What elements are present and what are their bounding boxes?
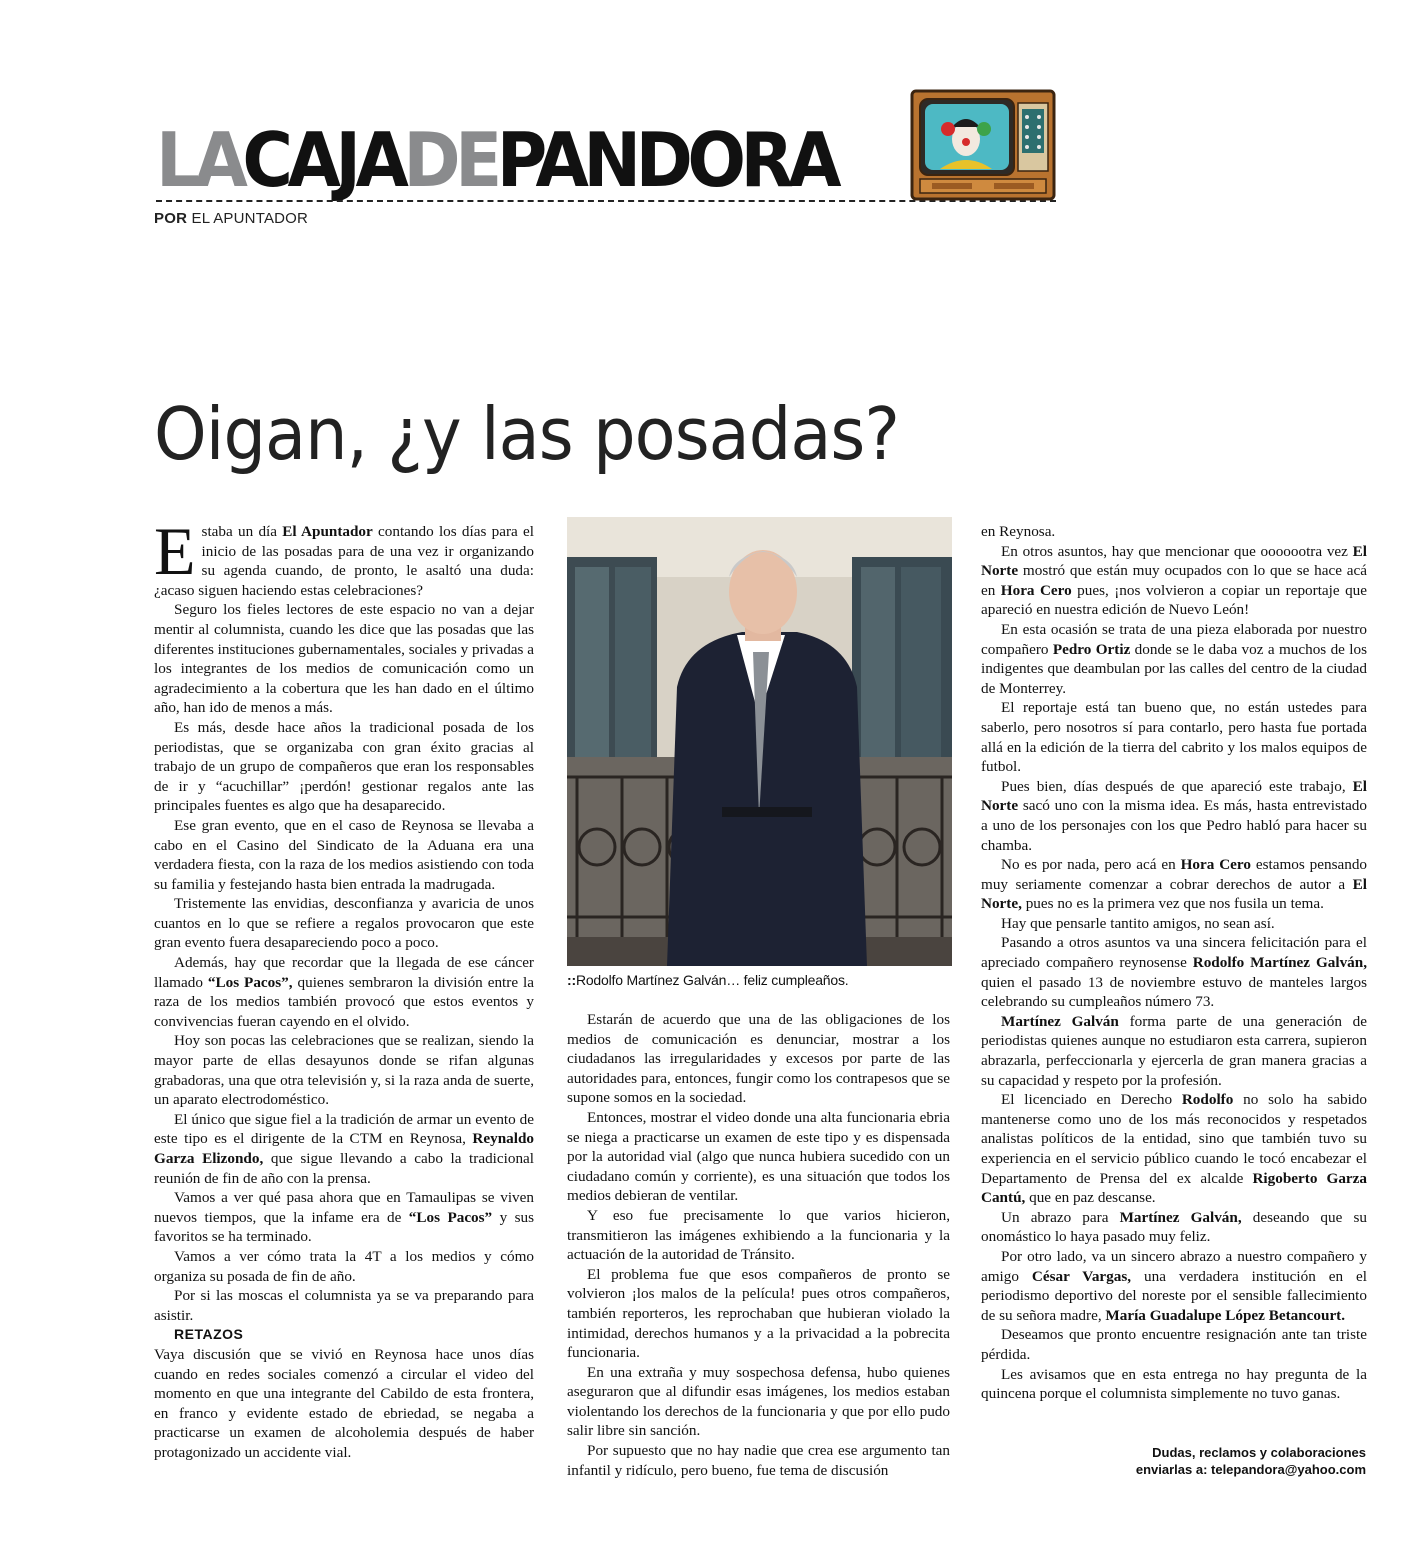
paragraph: En esta ocasión se trata de una pieza elaborada por nuestro compañero Pedro Ortiz donde se le daba voz a muchos de los indigentes que deambulan por las calles del centro de la ciudad de Monterrey. — [981, 620, 1367, 697]
masthead-title — [156, 118, 836, 202]
paragraph: El único que sigue fiel a la tradición de armar un evento de este tipo es el dirigente de la CTM en Reynosa, Reynaldo Garza Elizondo, que sigue llevando a cabo la tradicional reunión de fin de año con la prensa. — [154, 1110, 535, 1187]
paragraph: El licenciado en Derecho Rodolfo no solo ha sabido mantenerse como uno de los más reconocidos y respetados analistas políticos de la entidad, sino que también tuvo su experiencia en el servicio público cuando le tocó encabezar el Departamento de Prensa del ex alcalde Rigoberto Garza Cantú, que en paz descanse. — [981, 1091, 1368, 1207]
masthead-caja: CAJA — [242, 116, 404, 204]
paragraph: Pasando a otros asuntos va una sincera felicitación para el apreciado compañero reynosense Rodolfo Martínez Galván, quien el pasado 13 de noviembre estuvo de manteles largos celebrando su cumpleaños número 73. — [981, 934, 1368, 1011]
caption-marker: :: — [567, 972, 576, 988]
paragraph: Tristemente las envidias, desconfianza y avaricia de unos cuantos en lo que se refiere a regalos provocaron que este gran evento fuera desapareciendo poco a poco. — [154, 895, 534, 952]
section-header-retazos: RETAZOS — [174, 1326, 244, 1343]
paragraph: Entonces, mostrar el video donde una alta funcionaria ebria se niega a practicarse un examen de este tipo y es dispensada por la autoridad vial (algo que nunca hubiera sucedido con un ciudadano común y corriente), es una situación que todos los medios debieran de ventilar. — [567, 1108, 950, 1205]
byline-prefix: POR — [154, 210, 188, 227]
paragraph: El problema fue que esos compañeros de pronto se volvieron ¡los malos de la película! pues otros compañeros, también reporteros, les reprochaban que hubieran violado la intimidad, derechos humanos y a la privacidad a la pobrecita funcionaria. — [567, 1265, 950, 1362]
masthead-la: LA — [156, 116, 243, 204]
photo-caption — [567, 972, 848, 988]
paragraph: Estaba un día El Apuntador contando los días para el inicio de las posadas para de una vez ir organizando su agenda cuando, de pronto, le asaltó una duda: ¿acaso siguen haciendo estas celebraciones? — [154, 513, 535, 599]
paragraph: Vamos a ver qué pasa ahora que en Tamaulipas se viven nuevos tiempos, que la infame era de “Los Pacos” y sus favoritos se ha terminado. — [154, 1189, 535, 1246]
television-clown-icon — [910, 89, 1056, 201]
paragraph: En una extraña y muy sospechosa defensa, hubo quienes aseguraron que al difundir esas imágenes, los medios estaban violentando los derechos de la funcionaria y que por ello pudo salir libre sin sanción. — [567, 1363, 950, 1440]
paragraph: Vamos a ver cómo trata la 4T a los medios y cómo organiza su posada de fin de año. — [154, 1247, 534, 1285]
paragraph: Deseamos que pronto encuentre resignación ante tan triste pérdida. — [981, 1326, 1367, 1363]
portrait-photo — [567, 517, 952, 966]
paragraph: Y eso fue precisamente lo que varios hicieron, transmitieron las imágenes exhibiendo a la funcionaria y la actuación de la autoridad de Tránsito. — [567, 1206, 950, 1264]
paragraph: Es más, desde hace años la tradicional posada de los periodistas, que se organizaba con gran éxito gracias al trabajo de un grupo de compañeros que eran los responsables de ir y “acuchillar” ¡perdón! gestionar regalos ante las principales fuentes es algo que ha desaparecido. — [154, 718, 534, 815]
paragraph: Vaya discusión que se vivió en Reynosa hace unos días cuando en redes sociales comenzó a circular el video del momento en que una integrante del Cabildo de esta frontera, en franco y evidente estado de ebriedad, se negaba a practicarse un examen de alcoholemia después de haber protagonizado un accidente vial. — [154, 1345, 534, 1461]
drop-cap: E — [154, 513, 196, 589]
masthead-de: DE — [403, 116, 497, 204]
paragraph: Les avisamos que en esta entrega no hay pregunta de la quincena porque el columnista simplemente no tuvo ganas. — [981, 1365, 1367, 1403]
paragraph: En otros asuntos, hay que mencionar que ooooootra vez El Norte mostró que están muy ocupados con lo que se hace acá en Hora Cero pues, ¡nos volvieron a copiar un reportaje que apareció en nuestra edición de Nuevo León! — [981, 542, 1367, 619]
paragraph: Además, hay que recordar que la llegada de ese cáncer llamado “Los Pacos”, quienes sembraron la división entre la raza de los medios también provocó que estos eventos y convivencias fueran cayendo en el olvido. — [154, 954, 534, 1030]
caption-text: Rodolfo Martínez Galván… feliz cumpleaños. — [575, 972, 849, 988]
headline: Oigan, ¿y las posadas? — [154, 392, 900, 476]
paragraph: Martínez Galván forma parte de una generación de periodistas quienes aunque no estudiaron esta carrera, supieron abrazarla, perfeccionarla y ejercerla de gran manera gracias a su capacidad y respeto por la profesión. — [981, 1012, 1367, 1089]
byline — [154, 210, 308, 227]
paragraph: Pues bien, días después de que apareció este trabajo, El Norte sacó uno con la misma idea. Es más, hasta entrevistado a uno de los personajes con los que Pedro habló para hacer su chamba. — [981, 777, 1367, 854]
article-column-3 — [981, 522, 1367, 1404]
article-column-1 — [154, 513, 535, 1463]
paragraph: Hay que pensarle tantito amigos, no sean así. — [1001, 914, 1275, 932]
paragraph: Por supuesto que no hay nadie que crea ese argumento tan infantil y ridículo, pero bueno, fue tema de discusión — [567, 1442, 950, 1479]
byline-author: EL APUNTADOR — [191, 210, 309, 227]
paragraph: en Reynosa. — [981, 523, 1056, 540]
paragraph: Ese gran evento, que en el caso de Reynosa se llevaba a cabo en el Casino del Sindicato de la Aduana era una verdadera fiesta, con la raza de los medios asistiendo con toda su familia y festejando hasta bien entrada la madrugada. — [154, 816, 534, 893]
paragraph: Un abrazo para Martínez Galván, deseando que su onomástico lo haya pasado muy feliz. — [981, 1208, 1367, 1246]
paragraph: El reportaje está tan bueno que, no están ustedes para saberlo, pero nosotros sí para contarlo, pero hasta fue portada allá en la edición de la tierra del cabrito y los malos equipos de futbol. — [981, 699, 1367, 776]
paragraph: No es por nada, pero acá en Hora Cero estamos pensando muy seriamente comenzar a cobrar derechos de autor a El Norte, pues no es la primera vez que nos fusila un tema. — [981, 856, 1368, 913]
article-column-2 — [567, 1010, 950, 1480]
contact-email: enviarlas a: telepandora@yahoo.com — [1135, 1462, 1366, 1477]
paragraph: Por si las moscas el columnista ya se va preparando para asistir. — [154, 1287, 534, 1324]
contact-note — [1136, 1444, 1366, 1478]
paragraph: Seguro los fieles lectores de este espacio no van a dejar mentir al columnista, cuando les dice que las posadas que las diferentes instituciones gubernamentales, sociales y privadas a los integrantes de los medios de comunicación como un agradecimiento a la cobertura que les han dado en el último año, han ido de menos a más. — [154, 601, 534, 717]
paragraph: Estarán de acuerdo que una de las obligaciones de los medios de comunicación es denunciar, mostrar a los ciudadanos las irregularidades y excesos por parte de las autoridades para, entonces, fungir como los contrapesos que se supone somos en la sociedad. — [567, 1011, 950, 1107]
paragraph: Hoy son pocas las celebraciones que se realizan, siendo la mayor parte de ellas desayunos donde se rifan algunas grabadoras, una que otra televisión y, si la raza anda de suerte, un aparato electrodoméstico. — [154, 1032, 534, 1109]
contact-line-1: Dudas, reclamos y colaboraciones — [1152, 1445, 1366, 1460]
masthead-pandora: PANDORA — [496, 116, 836, 204]
paragraph: Por otro lado, va un sincero abrazo a nuestro compañero y amigo César Vargas, una verdadera institución en el periodismo deportivo del noreste por el sensible fallecimiento de su señora madre, María Guadalupe López Betancourt. — [981, 1247, 1367, 1324]
